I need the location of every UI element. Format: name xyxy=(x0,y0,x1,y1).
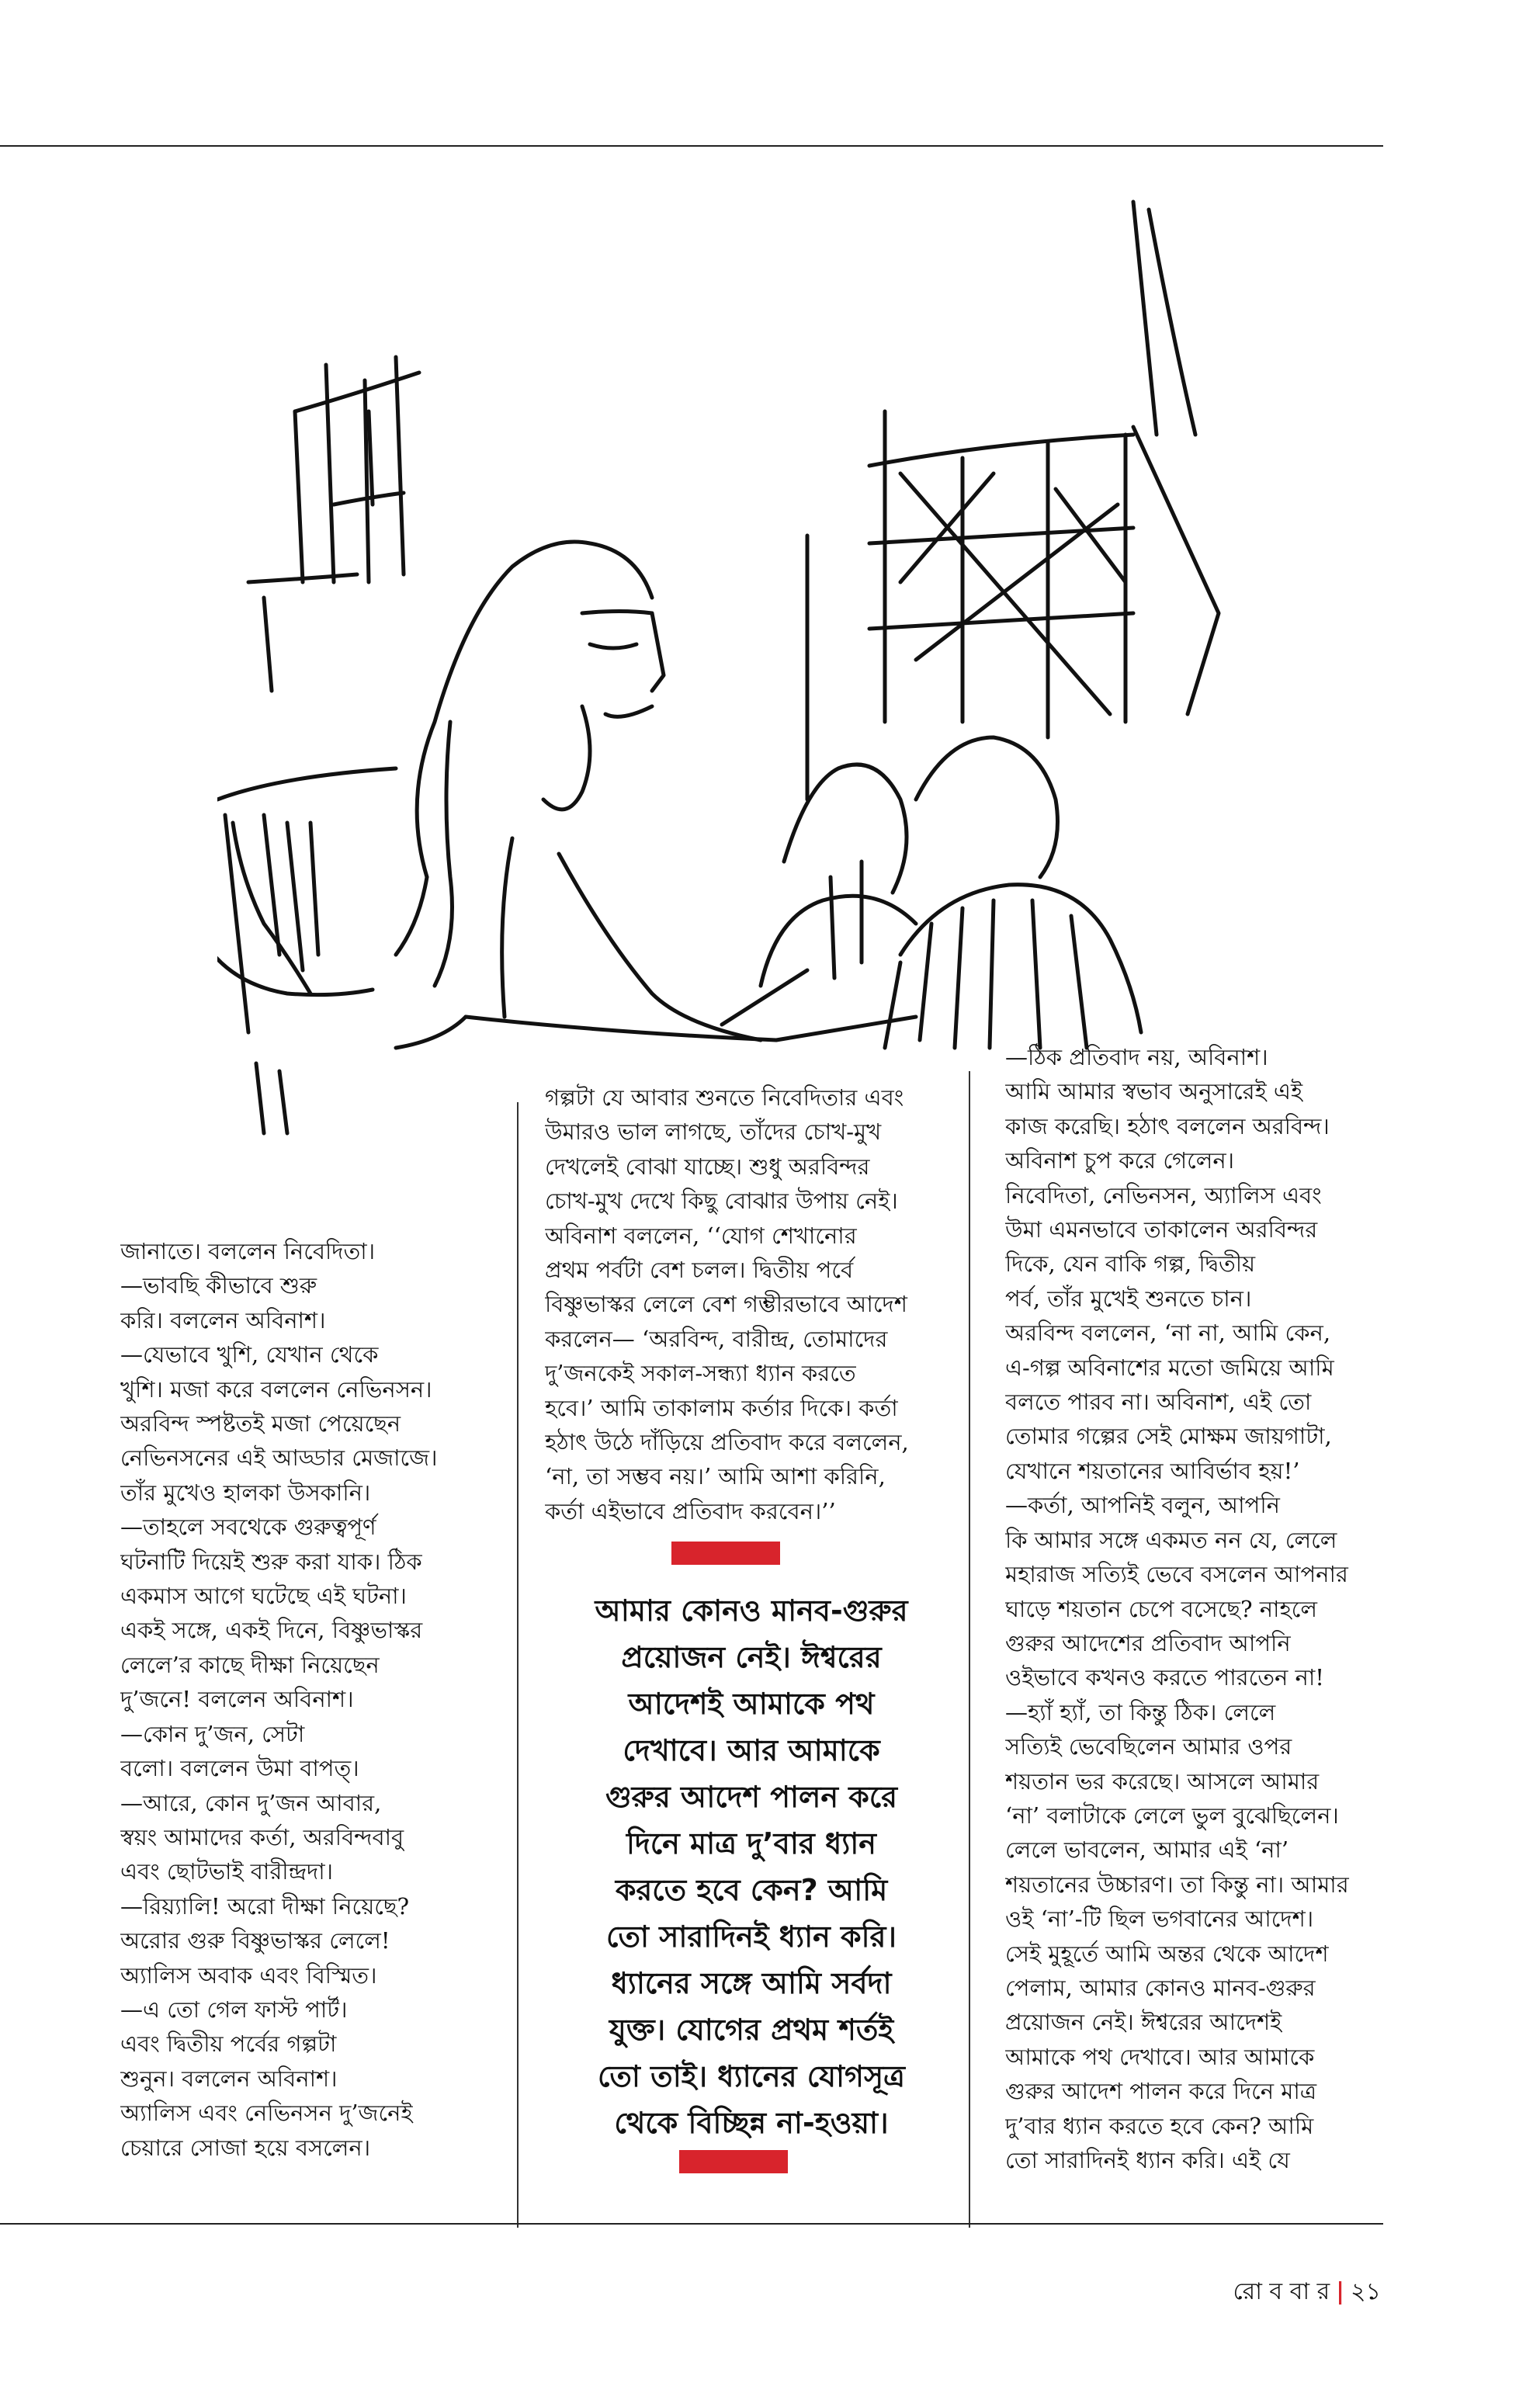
pullquote-top-bar xyxy=(671,1542,780,1565)
column-divider-left xyxy=(517,1102,519,2228)
listening-figures-sketch xyxy=(761,737,1141,1048)
sketch-illustration xyxy=(217,179,1257,1149)
page-number: ২১ xyxy=(1351,2278,1381,2305)
pullquote-bottom-bar xyxy=(679,2150,788,2173)
left-window-sketch xyxy=(248,357,419,691)
article-column-2: গল্পটা যে আবার শুনতে নিবেদিতার এবং উমারও ভাল লাগছে, তাঁদের চোখ-মুখ দেখলেই বোঝা যাচ্ছে। শুধু অরবিন্দর চোখ-মুখ দেখে কিছু বোঝার উপায় নেই। অবিনাশ বললেন, ‘‘যোগ শেখানোর প্রথম পর্বটা বেশ চলল। দ্বিতীয় পর্বে বিষ্ণুভাস্কর লেলে বেশ গম্ভীরভাবে আদেশ করলেন— ‘অরবিন্দ, বারীন্দ্র, তোমাদের দু’জনকেই সকাল-সন্ধ্যা ধ্যান করতে হবে।’ আমি তাকালাম কর্তার দিকে। কর্তা হঠাৎ উঠে দাঁড়িয়ে প্রতিবাদ করে বললেন, ‘না, তা সম্ভব নয়।’ আমি আশা করিনি, কর্তা এইভাবে প্রতিবাদ করবেন।’’ xyxy=(545,1084,909,1524)
top-rule xyxy=(0,145,1383,147)
chair-sketch xyxy=(217,768,396,1133)
page-footer xyxy=(1233,2277,1381,2308)
article-column-1: জানাতে। বললেন নিবেদিতা। —ভাবছি কীভাবে শুরু করি। বললেন অবিনাশ। —যেভাবে খুশি, যেখান থেকে খুশি। মজা করে বললেন নেভিনসন। অরবিন্দ স্পষ্টতই মজা পেয়েছেন নেভিনসনের এই আড্ডার মেজাজে। তাঁর মুখেও হালকা উসকানি। —তাহলে সবথেকে গুরুত্বপূর্ণ ঘটনাটি দিয়েই শুরু করা যাক। ঠিক একমাস আগে ঘটেছে এই ঘটনা। একই সঙ্গে, একই দিনে, বিষ্ণুভাস্কর লেলে’র কাছে দীক্ষা নিয়েছেন দু’জনে! বললেন অবিনাশ। —কোন দু’জন, সেটা বলো। বললেন উমা বাপত্। —আরে, কোন দু’জন আবার, স্বয়ং আমাদের কর্তা, অরবিন্দবাবু এবং ছোটভাই বারীন্দ্রদা। —রিয়্যালি! অরো দীক্ষা নিয়েছে? অরোর গুরু বিষ্ণুভাস্কর লেলে! অ্যালিস অবাক এবং বিস্মিত। —এ তো গেল ফাস্ট পার্ট। এবং দ্বিতীয় পর্বের গল্পটা শুনুন। বললেন অবিনাশ। অ্যালিস এবং নেভিনসন দু’জনেই চেয়ারে সোজা হয়ে বসলেন। xyxy=(120,1238,438,2161)
footer-separator: | xyxy=(1336,2278,1345,2305)
bottom-rule xyxy=(0,2223,1383,2225)
pull-quote: আমার কোনও মানব-গুরুর প্রয়োজন নেই। ঈশ্বরের আদেশই আমাকে পথ দেখাবে। আর আমাকে গুরুর আদেশ পালন করে দিনে মাত্র দু’বার ধ্যান করতে হবে কেন? আমি তো সারাদিনই ধ্যান করি। ধ্যানের সঙ্গে আমি সর্বদা যুক্ত। যোগের প্রথম শর্তই তো তাই। ধ্যানের যোগসূত্র থেকে বিচ্ছিন্ন না-হওয়া। xyxy=(595,1594,908,2140)
right-window-sketch xyxy=(807,202,1219,799)
article-column-3: —ঠিক প্রতিবাদ নয়, অবিনাশ। আমি আমার স্বভাব অনুসারেই এই কাজ করেছি। হঠাৎ বললেন অরবিন্দ। অবিনাশ চুপ করে গেলেন। নিবেদিতা, নেভিনসন, অ্যালিস এবং উমা এমনভাবে তাকালেন অরবিন্দর দিকে, যেন বাকি গল্প, দ্বিতীয় পর্ব, তাঁর মুখেই শুনতে চান। অরবিন্দ বললেন, ‘না না, আমি কেন, এ-গল্প অবিনাশের মতো জমিয়ে আমি বলতে পারব না। অবিনাশ, এই তো তোমার গল্পের সেই মোক্ষম জায়গাটা, যেখানে শয়তানের আবির্ভাব হয়!’ —কর্তা, আপনিই বলুন, আপনি কি আমার সঙ্গে একমত নন যে, লেলে মহারাজ সত্যিই ভেবে বসলেন আপনার ঘাড়ে শয়তান চেপে বসেছে? নাহলে গুরুর আদেশের প্রতিবাদ আপনি ওইভাবে কখনও করতে পারতেন না! —হ্যাঁ হ্যাঁ, তা কিন্তু ঠিক। লেলে সত্যিই ভেবেছিলেন আমার ওপর শয়তান ভর করেছে। আসলে আমার ‘না’ বলাটাকে লেলে ভুল বুঝেছিলেন। লেলে ভাবলেন, আমার এই ‘না’ শয়তানের উচ্চারণ। তা কিন্তু না। আমার ওই ‘না’-টি ছিল ভগবানের আদেশ। সেই মুহূর্তে আমি অন্তর থেকে আদেশ পেলাম, আমার কোনও মানব-গুরুর প্রয়োজন নেই। ঈশ্বরের আদেশই আমাকে পথ দেখাবে। আর আমাকে গুরুর আদেশ পালন করে দিনে মাত্র দু’বার ধ্যান করতে হবে কেন? আমি তো সারাদিনই ধ্যান করি। এই যে xyxy=(1005,1044,1349,2173)
column-divider-right xyxy=(969,1071,970,2228)
magazine-name: রো ব বা র xyxy=(1233,2278,1330,2305)
seated-figure-sketch xyxy=(396,542,916,1048)
